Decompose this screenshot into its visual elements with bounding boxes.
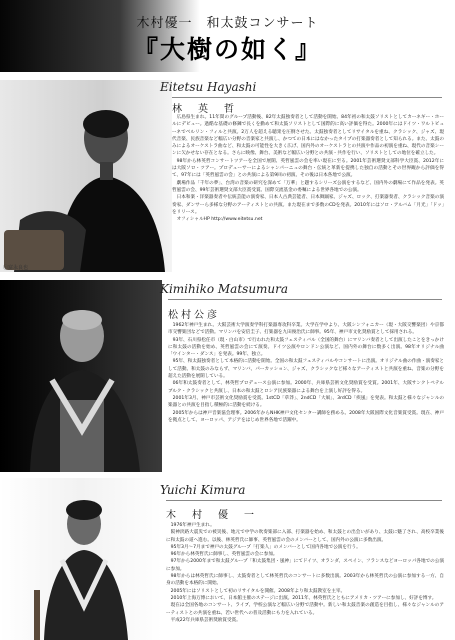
bio-paragraph: 97年から2000年まで和太鼓グループ「和太鼓集団・風神」にてドイツ、オランダ、スペイン、フランスなどヨーロッパ各地での公演に参加。: [166, 559, 444, 572]
performer-name: 木 村 優 一: [166, 510, 257, 521]
bio-paragraph: 98年から林英哲コンサートツアーを全国で展開、英哲風雲の会を率い現在に至る。2001年芸術選奨文部科学大臣賞、2012年には大阪ソロ・ツアー。プロデューサーによるシャンパーニュの舞台・伝統と革新を提携した独自の活動とその世界観から評価を得て、97年には「英哲風雲の会」との共演による第9回の初演、その後は日本各地で公演。: [172, 158, 444, 179]
bio-paragraph: 阪神淡路大震災での被災後、地元で中学の吹奏楽部に入部、打楽器を始め、和太鼓との出会いがあり、太鼓に魅了され、高校卒業後に和太鼓の道へ進む。以後、林英哲氏に師事、英哲風雲の会のメンバーとして、国内外の公演に多数出演。: [166, 530, 444, 543]
performer-romaji-name: Kimihiko Matsumura: [160, 282, 289, 296]
bio-paragraph: 日本和楽・洋楽器奏者や伝統芸能の演奏家、日本人古典芸能者、日本舞踊家、ジャズ、ロック、打楽器奏者、クラシック音楽の演奏家、ダンサーら多様な分野のアーティストとの共演。また現在まで多数のCDを発表。2010年にはソロ・アルバム「月光」「ドッ」をリリース。: [172, 195, 444, 215]
bio-paragraph: 劇場作品「千年の夢」、台湾の音楽の研究を深めて「万華」と題するシリーズ公演をするなど、国内外の劇場にて作品を発表。英哲風雲の会、99年芸術選奨文部大臣賞受賞。国際交流基金の委嘱による世界各地での公演。: [172, 180, 444, 193]
bio-paragraph: 95年3月〜7月まで神戸の太鼓グループ「打楽人」のメンバーとして国内各地で公演を行う。: [170, 544, 361, 550]
name-divider: [168, 299, 442, 300]
performer-photo-hayashi: [0, 80, 172, 272]
performer-name: 林 英 哲: [172, 104, 237, 115]
performer-photo-kimura: [0, 478, 162, 640]
bio-paragraph: 2005年からは神戸音楽協会理事。2006年からNHK神戸文化センター講師を務める。2008年大阪国際文化音楽賞受賞。現在、神戸を拠点として、ヨーロッパ、アジアをはじめ世界各地で活躍中。: [168, 410, 444, 423]
photo-credit: ⓒ富永良也: [3, 265, 29, 271]
bio-paragraph: 93年、石川県松任市（現・白山市）で行われた和太鼓フェスティバル（全国的舞台）にマリンバ奏者として出演したことをきっかけに和太鼓の活動を始め、英哲風雲の会にて演奏。ドイツ公演やロンドン公演など、国内外の舞台に数多く出演。98年オリジナル曲「ウインター・ダンス」を発表。99年、独立。: [168, 337, 444, 358]
performer-bio: [168, 322, 444, 472]
bio-paragraph: 2010年上海万博において、日本館主催のステージに出演。2011年、林英哲氏とともにアメリカ・ツアーに参加し、好評を博す。: [170, 595, 437, 601]
bio-paragraph: 平成22年兵庫県芸術奨励賞受賞。: [170, 617, 241, 623]
bio-paragraph: 95年、和太鼓独奏者として本格的に活動を開始。全国の和太鼓フェスティバルやコンサートに出演。オリジナル曲の作曲・演奏家として活動。和太鼓のみならず、マリンバ、パーカッション、ジャズ、クラシックなど様々なアーティストと共演を重ね、音楽の分野を超えた活動を展開している。: [168, 359, 444, 380]
bio-paragraph: 現在は全国各地のコンサート、ライブ、学校公演など幅広い分野で活動中。新しい和太鼓音楽の創造を目指し、様々なジャンルのアーティストとの共演を重ね、若い世代への普及活動にも力を入れている。: [166, 603, 444, 616]
name-divider: [166, 500, 442, 501]
bio-paragraph: 1962年神戸生まれ。大阪芸術大学演奏学科打楽器専攻科卒業。大学在学中より、大阪シンフォニカー（現・大阪交響楽団）や京都市交響楽団などで活動。マリンバを安倍圭子、打楽器を九田俊治氏に師事。95年、神戸市文化奨励賞として採用される。: [168, 323, 444, 336]
bio-paragraph: 96年から林英哲氏に師事し、英哲風雲の会に参加。: [170, 552, 278, 558]
performer-photo-matsumura: [0, 280, 162, 472]
performer-romaji-name: Eitetsu Hayashi: [160, 80, 257, 94]
performer-romaji-name: Yuichi Kimura: [160, 483, 246, 497]
bio-paragraph: 98年からは林英哲氏に師事し、太鼓奏者として林英哲氏のコンサートに多数出演。2003年から林英哲氏の公演に参加する一方、自身の活動を本格的に開始。: [166, 574, 444, 587]
performer-name: 松村公彦: [168, 310, 220, 321]
performer-bio: [166, 522, 444, 636]
concert-subtitle: 木村優一 和太鼓コンサート: [136, 16, 319, 31]
bio-paragraph: 2001年3月、神戸市芸術文化奨励賞を受賞。1stCD「草莽」、2ndCD「大凧」、3rdCD「疾風」を発表。和太鼓と様々なジャンルの楽器との共演を目指し積極的に活動を続ける。: [168, 395, 444, 409]
performer-bio: [172, 114, 444, 270]
bio-paragraph: 広島県生まれ。11年間のグループ活動後、82年太鼓独奏者として活動を開始。84年初の和太鼓ソリストとしてカーネギー・ホールにデビュー。過酷な基礎の修錬で長くを勤めて和太鼓ソリストとして国際的に高い評価を得た。2000年にはドイツ・ワルトビューネでベルリン・フィルと共演。2万人を超える聴衆を圧倒させた。太鼓独奏者としてリサイタルを重ね、クラシック、ジャズ、現代音楽、民族音楽など幅広い分野の音楽家と共演し、かつての日本にはなかったタイプの打楽器奏者として知られる。また、太鼓のみによるオーケストラ曲など、和太鼓の可能性を大きく広げ、国内外のオーケストラとの共演や作品の初演を重ね、現代の音楽シーンに欠かせない存在となる。さらに映像、舞台、美術など幅広い分野との共演・共作を行い、ソリストとしての地位を確立した。: [172, 115, 444, 157]
bio-paragraph: 06年和太鼓奏者として、林英哲プロデュース公演に参加。2000年、兵庫県芸術文化奨励賞を受賞。2001年、大阪サンクトペテルブルク・クラシックと共演し、日本の和太鼓とロシア民族楽器による舞台を上演し好評を得る。: [168, 381, 444, 394]
bio-paragraph: 2005年にはソリストとして初のリサイタルを開催。2008年より和太鼓教室を主宰。: [170, 588, 346, 594]
bio-paragraph: オフィシャルHP http://www.eitetsu.net: [176, 217, 263, 223]
concert-title: 『大樹の如く』: [132, 35, 322, 64]
name-divider: [172, 97, 442, 98]
bio-paragraph: 1976年神戸生まれ。: [170, 523, 215, 528]
